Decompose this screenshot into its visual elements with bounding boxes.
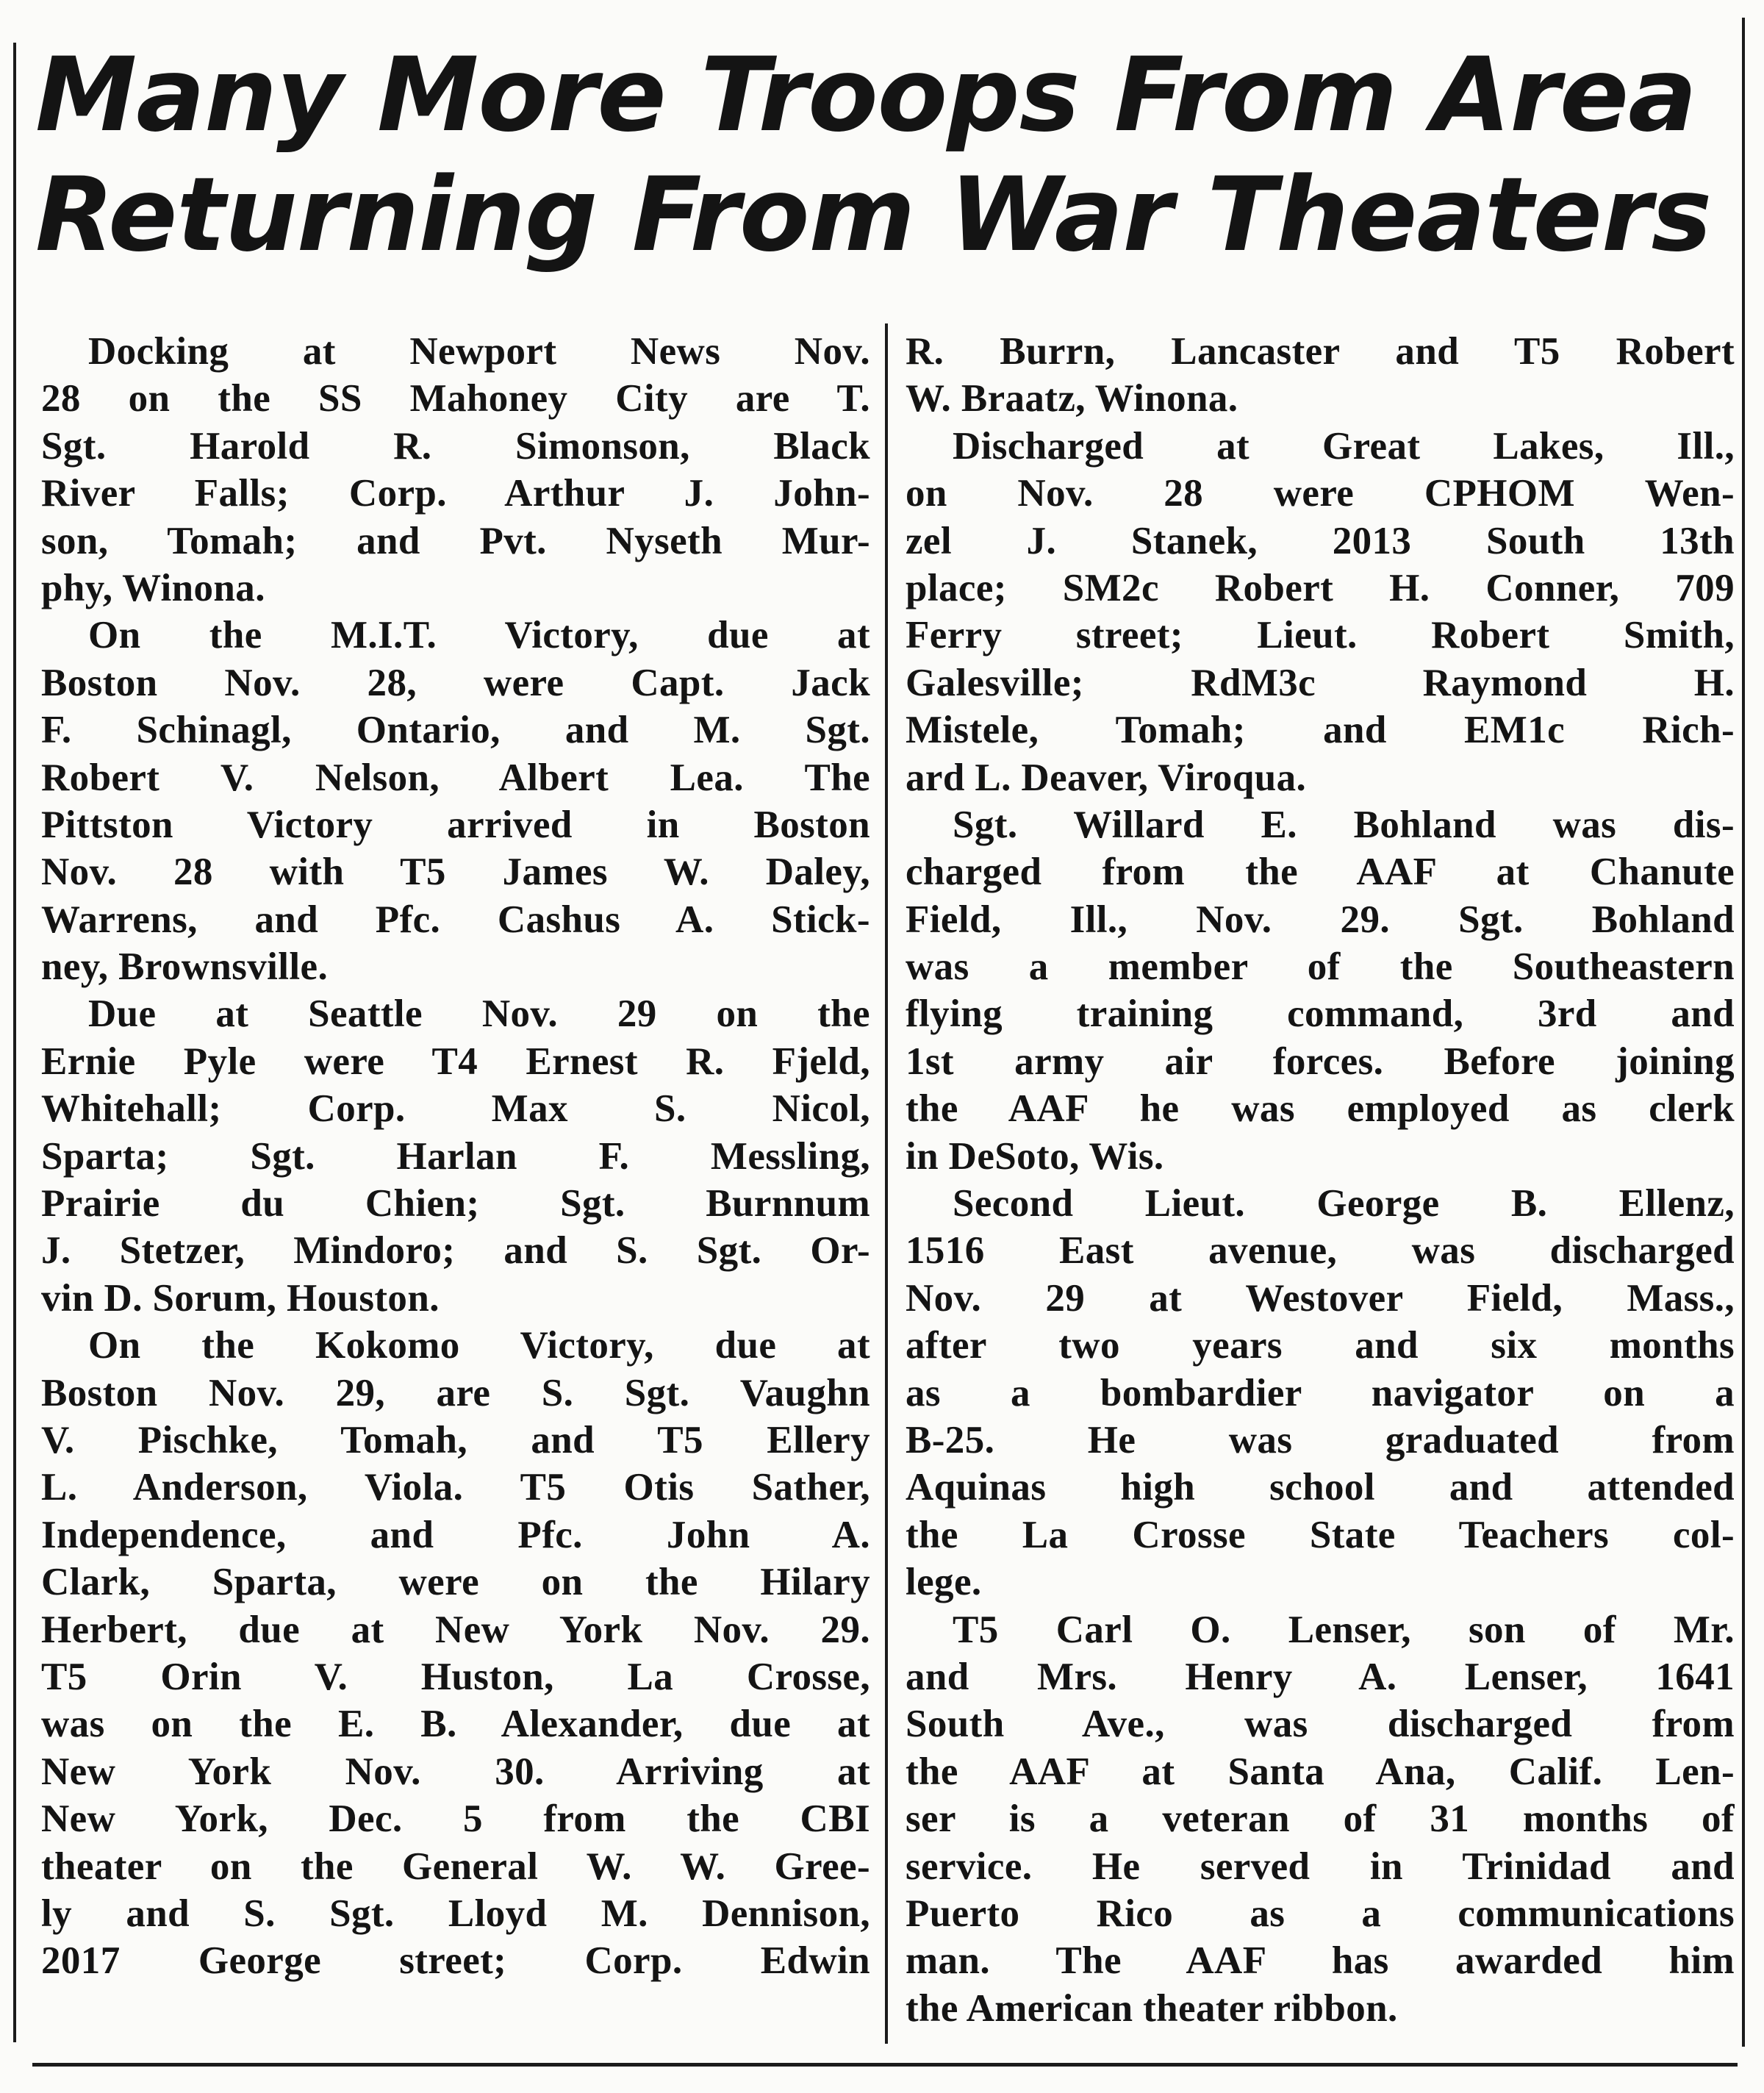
article-text-line: Independence, and Pfc. John A. bbox=[41, 1513, 870, 1556]
article-text-line: Second Lieut. George B. Ellenz, bbox=[953, 1182, 1735, 1226]
article-text-line: Puerto Rico as a communications bbox=[906, 1892, 1735, 1935]
article-text-line: the American theater ribbon. bbox=[906, 1986, 1398, 2030]
article-text-line: after two years and six months bbox=[906, 1324, 1735, 1367]
article-text-line: Sgt. Willard E. Bohland was dis- bbox=[953, 803, 1735, 846]
right-border-rule bbox=[1742, 18, 1745, 2047]
article-text-line: lege. bbox=[906, 1561, 982, 1604]
article-text-line: Due at Seattle Nov. 29 on the bbox=[88, 992, 870, 1036]
article-text-line: River Falls; Corp. Arthur J. John- bbox=[41, 472, 870, 515]
article-text-line: Nov. 28 with T5 James W. Daley, bbox=[41, 851, 870, 894]
article-text-line: W. Braatz, Winona. bbox=[906, 377, 1238, 421]
article-text-line: Ferry street; Lieut. Robert Smith, bbox=[906, 614, 1735, 657]
article-text-line: ly and S. Sgt. Lloyd M. Dennison, bbox=[41, 1892, 870, 1935]
article-text-line: F. Schinagl, Ontario, and M. Sgt. bbox=[41, 709, 870, 752]
article-text-line: Warrens, and Pfc. Cashus A. Stick- bbox=[41, 898, 870, 941]
article-text-line: the La Crosse State Teachers col- bbox=[906, 1513, 1735, 1556]
bottom-rule bbox=[32, 2063, 1738, 2067]
article-text-line: New York, Dec. 5 from the CBI bbox=[41, 1797, 870, 1841]
article-text-line: T5 Carl O. Lenser, son of Mr. bbox=[953, 1608, 1735, 1651]
article-text-line: service. He served in Trinidad and bbox=[906, 1845, 1735, 1888]
column-divider-rule bbox=[885, 323, 888, 2044]
article-text-line: J. Stetzer, Mindoro; and S. Sgt. Or- bbox=[41, 1229, 870, 1273]
article-text-line: Galesville; RdM3c Raymond H. bbox=[906, 661, 1735, 704]
article-text-line: Sgt. Harold R. Simonson, Black bbox=[41, 424, 870, 468]
article-text-line: and Mrs. Henry A. Lenser, 1641 bbox=[906, 1655, 1735, 1698]
article-text-line: Field, Ill., Nov. 29. Sgt. Bohland bbox=[906, 898, 1735, 941]
headline-line-1: Many More Troops From Area bbox=[35, 35, 1696, 154]
article-text-line: Clark, Sparta, were on the Hilary bbox=[41, 1561, 870, 1604]
article-text-line: Docking at Newport News Nov. bbox=[88, 330, 870, 373]
article-text-line: vin D. Sorum, Houston. bbox=[41, 1276, 440, 1320]
article-text-line: theater on the General W. W. Gree- bbox=[41, 1845, 870, 1888]
article-text-line: Nov. 29 at Westover Field, Mass., bbox=[906, 1276, 1735, 1320]
article-text-line: in DeSoto, Wis. bbox=[906, 1134, 1164, 1178]
article-text-line: flying training command, 3rd and bbox=[906, 992, 1735, 1036]
article-text-line: 1st army air forces. Before joining bbox=[906, 1040, 1735, 1083]
article-text-line: son, Tomah; and Pvt. Nyseth Mur- bbox=[41, 519, 870, 562]
article-text-line: 28 on the SS Mahoney City are T. bbox=[41, 377, 870, 421]
article-text-line: Pittston Victory arrived in Boston bbox=[41, 803, 870, 846]
article-text-line: was a member of the Southeastern bbox=[906, 945, 1735, 989]
article-text-line: Herbert, due at New York Nov. 29. bbox=[41, 1608, 870, 1651]
article-text-line: New York Nov. 30. Arriving at bbox=[41, 1750, 870, 1793]
article-text-line: ard L. Deaver, Viroqua. bbox=[906, 756, 1307, 799]
article-column-right bbox=[906, 328, 1735, 2032]
article-text-line: Robert V. Nelson, Albert Lea. The bbox=[41, 756, 870, 799]
article-text-line: On the M.I.T. Victory, due at bbox=[88, 614, 870, 657]
article-text-line: on Nov. 28 were CPHOM Wen- bbox=[906, 472, 1735, 515]
article-column-left bbox=[41, 328, 870, 1985]
article-text-line: Mistele, Tomah; and EM1c Rich- bbox=[906, 709, 1735, 752]
article-text-line: the AAF at Santa Ana, Calif. Len- bbox=[906, 1750, 1735, 1793]
article-text-line: 1516 East avenue, was discharged bbox=[906, 1229, 1735, 1273]
article-text-line: Discharged at Great Lakes, Ill., bbox=[953, 424, 1735, 468]
article-text-line: On the Kokomo Victory, due at bbox=[88, 1324, 870, 1367]
article-text-line: the AAF he was employed as clerk bbox=[906, 1087, 1735, 1131]
article-text-line: Sparta; Sgt. Harlan F. Messling, bbox=[41, 1134, 870, 1178]
article-text-line: ney, Brownsville. bbox=[41, 945, 329, 989]
article-text-line: L. Anderson, Viola. T5 Otis Sather, bbox=[41, 1466, 870, 1509]
article-text-line: Prairie du Chien; Sgt. Burnnum bbox=[41, 1182, 870, 1226]
article-text-line: ser is a veteran of 31 months of bbox=[906, 1797, 1735, 1841]
headline bbox=[35, 35, 1733, 275]
article-text-line: place; SM2c Robert H. Conner, 709 bbox=[906, 566, 1735, 609]
article-text-line: as a bombardier navigator on a bbox=[906, 1371, 1735, 1414]
article-text-line: T5 Orin V. Huston, La Crosse, bbox=[41, 1655, 870, 1698]
article-text-line: phy, Winona. bbox=[41, 566, 265, 609]
article-text-line: R. Burrn, Lancaster and T5 Robert bbox=[906, 330, 1735, 373]
article-text-line: charged from the AAF at Chanute bbox=[906, 851, 1735, 894]
article-text-line: zel J. Stanek, 2013 South 13th bbox=[906, 519, 1735, 562]
article-text-line: 2017 George street; Corp. Edwin bbox=[41, 1939, 870, 1983]
article-text-line: was on the E. B. Alexander, due at bbox=[41, 1703, 870, 1746]
article-text-line: Ernie Pyle were T4 Ernest R. Fjeld, bbox=[41, 1040, 870, 1083]
article-text-line: South Ave., was discharged from bbox=[906, 1703, 1735, 1746]
headline-line-2: Returning From War Theaters bbox=[35, 155, 1712, 274]
article-text-line: man. The AAF has awarded him bbox=[906, 1939, 1735, 1983]
article-text-line: Whitehall; Corp. Max S. Nicol, bbox=[41, 1087, 870, 1131]
article-text-line: Boston Nov. 28, were Capt. Jack bbox=[41, 661, 870, 704]
article-text-line: V. Pischke, Tomah, and T5 Ellery bbox=[41, 1418, 870, 1461]
article-text-line: Aquinas high school and attended bbox=[906, 1466, 1735, 1509]
article-text-line: B-25. He was graduated from bbox=[906, 1418, 1735, 1461]
left-border-rule bbox=[13, 43, 16, 2042]
article-text-line: Boston Nov. 29, are S. Sgt. Vaughn bbox=[41, 1371, 870, 1414]
